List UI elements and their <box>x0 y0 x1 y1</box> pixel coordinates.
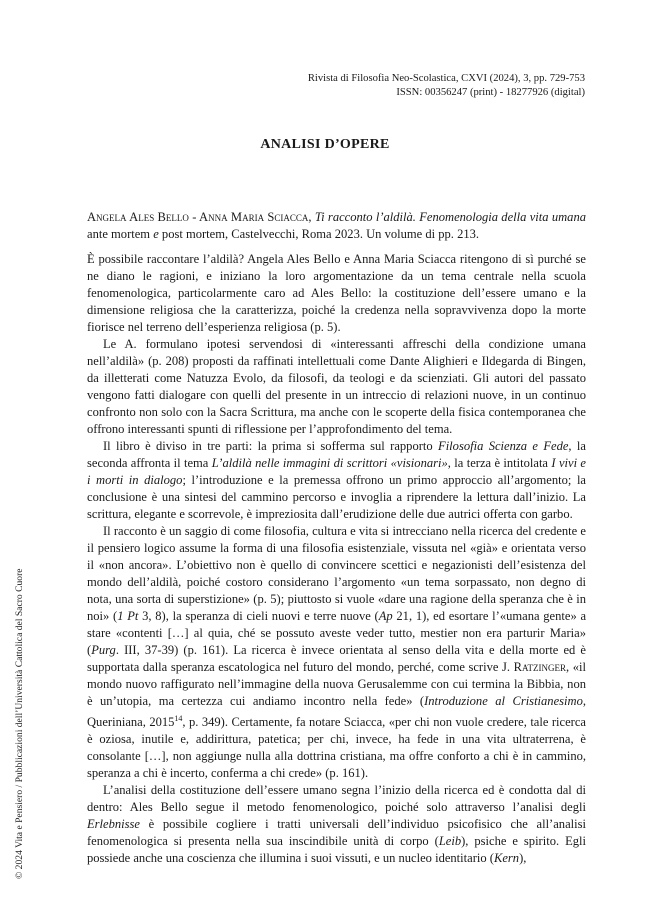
paragraph-2: Le A. formulano ipotesi servendosi di «interessanti affreschi della condizione umana nell’aldilà» (p. 208) proposti da raffinati intellettuali come Dante Alighieri e Ildegarda di Bingen, da illetterati come Natuzza Evolo, da filosofi, da teologi e da scienziati. Gli autori del passato vengono fatti dialogare con quelli del presente in un intreccio di relazioni nuove, in un continuo confronto non solo con la Sacra Scrittura, ma anche con le scoperte della fisica contemporanea che offrono interessanti spunti di riflessione per l’approfondimento del tema. <box>87 337 586 436</box>
issn-line: ISSN: 00356247 (print) - 18277926 (digital) <box>396 87 585 98</box>
p5-text-b: è possibile cogliere i tratti universali dell’individuo psicofisico che all’analisi fenomenologica si presenta nella sua inscindibile unità di corpo ( <box>87 817 586 849</box>
p4-text-b: 3, 8), la speranza di cieli nuovi e terre nuove ( <box>138 609 379 623</box>
paragraph-5 <box>87 782 586 867</box>
p4-text-c: 21, 1), ed esortare l’«umana gente» a stare «contenti […] al quia, ché se possuto aveste veder tutto, mestier non era parturir Maria» ( <box>87 609 587 657</box>
article-body <box>87 209 586 867</box>
paragraph-3 <box>87 438 586 523</box>
p3-italic-c: I vivi e i morti in dialogo <box>87 456 587 487</box>
book-title: Ti racconto l’aldilà. Fenomenologia della vita umana <box>314 210 587 224</box>
p4-italic-e: Introduzione al Cristianesimo <box>424 694 583 708</box>
p4-text-e: , «il mondo nuovo raffigurato nell’immagine della nuova Gerusalemme con cui termina la Bibbia, non è un’utopia, ma certezza cui andiamo incontro nella fede» ( <box>87 660 586 708</box>
p4-italic-b: Ap <box>378 609 393 623</box>
journal-header <box>308 72 585 100</box>
p4-text-a: Il racconto è un saggio di come filosofia, cultura e vita si intrecciano nella ricerca del credente e il pensiero logico assume la forma di una filosofia esistenziale, vissuta nel «già» e orientata verso il «non ancora». L’obiettivo non è quello di convincere scettici e negazionisti dell’esistenza del mondo dell’aldilà, poiché costoro considerano l’argomento «un tema sorpassato, non degno di nota, una sorta di superstizione» (p. 5); piuttosto si vuole «dare una ragione della speranza che è in noi» ( <box>87 524 586 623</box>
p3-text-a: Il libro è diviso in tre parti: la prima si sofferma sul rapporto <box>103 439 439 453</box>
paragraph-4 <box>87 523 586 782</box>
p5-text-d: ), <box>519 851 527 866</box>
p4-smallcaps-author: Ratzinger <box>513 660 567 674</box>
p3-italic-a: Filosofia Scienza e Fede <box>438 439 569 453</box>
ref-e: e <box>153 227 159 241</box>
p3-text-d: ; l’introduzione e la premessa offrono un primo approccio all’argomento; la conclusione è una sintesi del cammino percorso e invoglia a riprendere la lettura dall’inizio. La scrittura, elegante e scorrevole, è impreziosita dall’erudizione delle due autrici offerta con garbo. <box>87 473 586 521</box>
p3-text-c: , la terza è intitolata <box>447 456 552 470</box>
p4-superscript: 14 <box>174 714 183 723</box>
book-authors: Angela Ales Bello - Anna Maria Sciacca <box>87 210 309 224</box>
ref-separator: , <box>308 210 315 224</box>
copyright-note: © 2024 Vita e Pensiero / Pubblicazioni dell’Università Cattolica del Sacro Cuore <box>14 568 25 879</box>
p5-italic-a: Erlebnisse <box>87 817 140 832</box>
ref-publisher: , Castelvecchi, Roma 2023. Un volume di pp. 213. <box>225 227 480 241</box>
p4-text-g: , p. 349). Certamente, fa notare Sciacca, «per chi non vuole credere, tale ricerca è oziosa, inutile e, addirittura, patetica; per chi, invece, ha fede in una vita ultraterrena, è consolante […], non aggiunge nulla alla dottrina cristiana, ma offre conforto a chi è in cammino, speranza a chi è incerto, conferma a chi crede» (p. 161). <box>87 715 586 781</box>
p4-text-f: , Queriniana, 2015 <box>87 694 586 730</box>
p3-text-b: , la seconda affronta il tema <box>87 439 586 470</box>
p5-text-a: L’analisi della costituzione dell’essere umano segna l’inizio della ricerca ed è condotta dal di dentro: Ales Bello segue il metodo fenomenologico, poiché solo attraverso l’analisi degli <box>87 783 586 815</box>
p4-text-d: . III, 37-39) (p. 161). La ricerca è invece orientata al senso della vita e della morte ed è supportata dalla speranza escatologica nel futuro del mondo, perché, come scrive J. <box>87 643 586 674</box>
p3-italic-b: L’aldilà nelle immagini di scrittori «visionari» <box>211 456 448 470</box>
section-title: ANALISI D’OPERE <box>260 137 390 152</box>
paragraph-1: È possibile raccontare l’aldilà? Angela Ales Bello e Anna Maria Sciacca ritengono di sì purché se ne diano le ragioni, e iniziano la loro argomentazione da un tema centrale nella scuola fenomenologica, particolarmente caro ad Ales Bello: la costituzione dell’essere umano e la dimensione religiosa che la caratterizza, poiché la credenza nella sopravvivenza dopo la morte fiorisce nel terreno dell’esperienza religiosa (p. 5). <box>87 252 586 334</box>
p5-text-c: ), psiche e spirito. Egli possiede anche una coscienza che illumina i suoi vissuti, e un nucleo identitario ( <box>87 834 586 866</box>
p4-italic-c: Purg <box>91 643 116 657</box>
ref-post: post mortem <box>158 227 225 241</box>
ref-ante: ante mortem <box>87 227 154 241</box>
book-reference <box>87 209 586 243</box>
p4-italic-a: 1 Pt <box>117 609 139 623</box>
journal-citation: Rivista di Filosofia Neo-Scolastica, CXVI (2024), 3, pp. 729-753 <box>307 73 585 84</box>
p5-italic-c: Kern <box>493 851 520 866</box>
p5-italic-b: Leib <box>438 834 462 849</box>
